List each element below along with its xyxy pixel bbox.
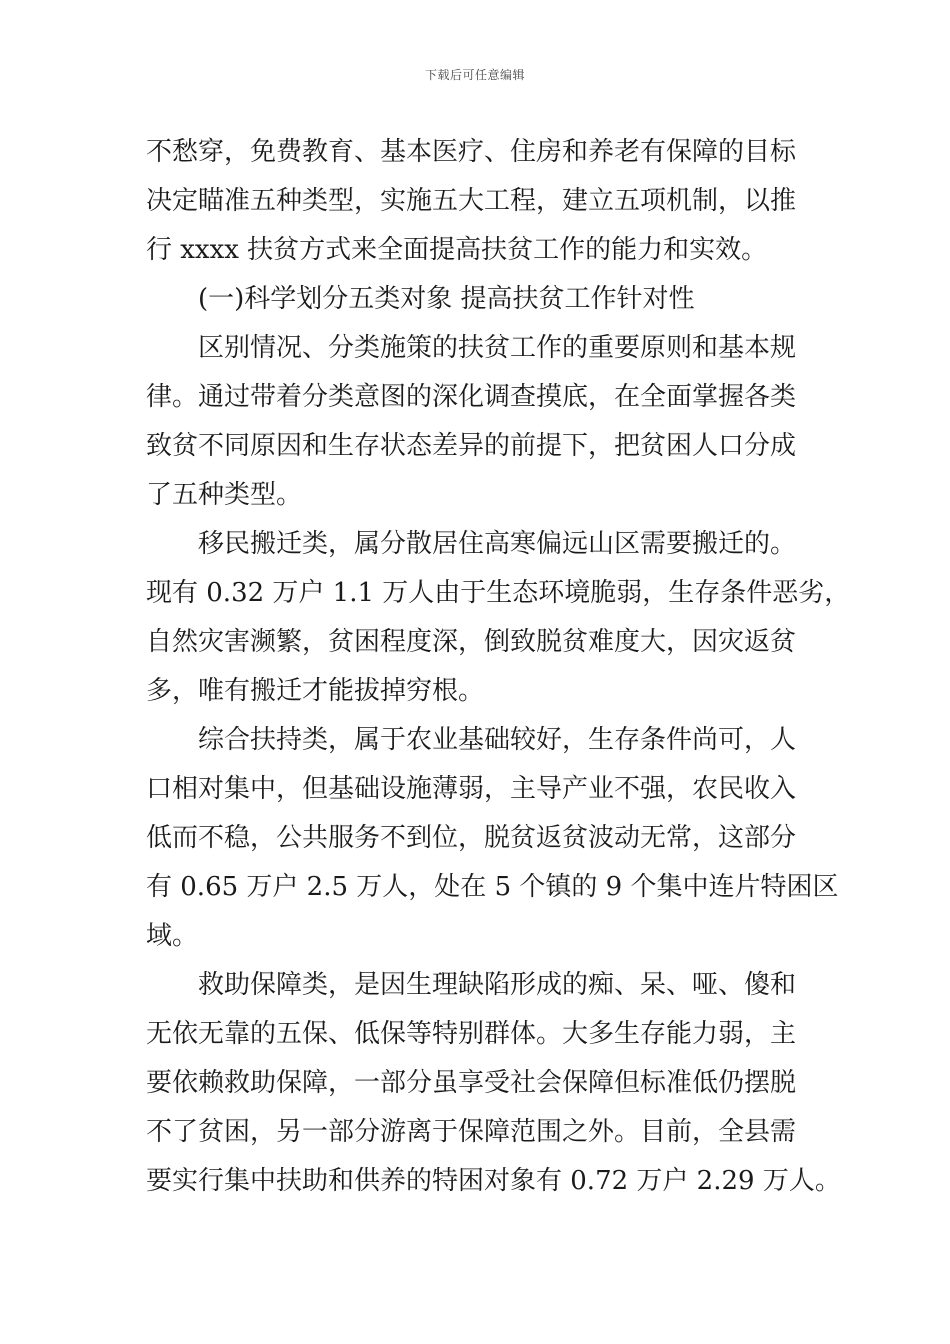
text-line: 多，唯有搬迁才能拔掉穷根。 bbox=[146, 676, 485, 706]
document-body bbox=[146, 128, 851, 1206]
text-line: 自然灾害濒繁，贫困程度深，倒致脱贫难度大，因灾返贫 bbox=[146, 627, 797, 657]
text-line: 无依无靠的五保、低保等特别群体。大多生存能力弱，主 bbox=[146, 1019, 797, 1049]
text-line: 不了贫困，另一部分游离于保障范围之外。目前，全县需 bbox=[146, 1117, 797, 1147]
text-line: 要依赖救助保障，一部分虽享受社会保障但标准低仍摆脱 bbox=[146, 1068, 797, 1098]
text-line: 有 0.65 万户 2.5 万人，处在 5 个镇的 9 个集中连片特困区 bbox=[146, 872, 839, 902]
text-line: 行 xxxx 扶贫方式来全面提高扶贫工作的能力和实效。 bbox=[146, 235, 768, 265]
text-line: 致贫不同原因和生存状态差异的前提下，把贫困人口分成 bbox=[146, 431, 797, 461]
text-line: 口相对集中，但基础设施薄弱，主导产业不强，农民收入 bbox=[146, 774, 797, 804]
text-line: 了五种类型。 bbox=[146, 480, 303, 510]
text-line: 决定瞄准五种类型，实施五大工程，建立五项机制，以推 bbox=[146, 186, 797, 216]
text-line: 律。通过带着分类意图的深化调查摸底，在全面掌握各类 bbox=[146, 382, 797, 412]
text-line: 救助保障类，是因生理缺陷形成的痴、呆、哑、傻和 bbox=[198, 970, 797, 1000]
text-line: 要实行集中扶助和供养的特困对象有 0.72 万户 2.29 万人。 bbox=[146, 1166, 841, 1196]
text-line: 低而不稳，公共服务不到位，脱贫返贫波动无常，这部分 bbox=[146, 823, 797, 853]
text-line: 域。 bbox=[146, 921, 199, 951]
section-heading: (一)科学划分五类对象 提高扶贫工作针对性 bbox=[198, 284, 695, 314]
text-line: 移民搬迁类，属分散居住高寒偏远山区需要搬迁的。 bbox=[198, 529, 797, 559]
text-line: 不愁穿，免费教育、基本医疗、住房和养老有保障的目标 bbox=[146, 137, 797, 167]
text-line: 现有 0.32 万户 1.1 万人由于生态环境脆弱，生存条件恶劣， bbox=[146, 578, 851, 608]
text-line: 综合扶持类，属于农业基础较好，生存条件尚可，人 bbox=[198, 725, 797, 755]
page-header: 下载后可任意编辑 bbox=[424, 68, 525, 82]
text-line: 区别情况、分类施策的扶贫工作的重要原则和基本规 bbox=[198, 333, 797, 363]
